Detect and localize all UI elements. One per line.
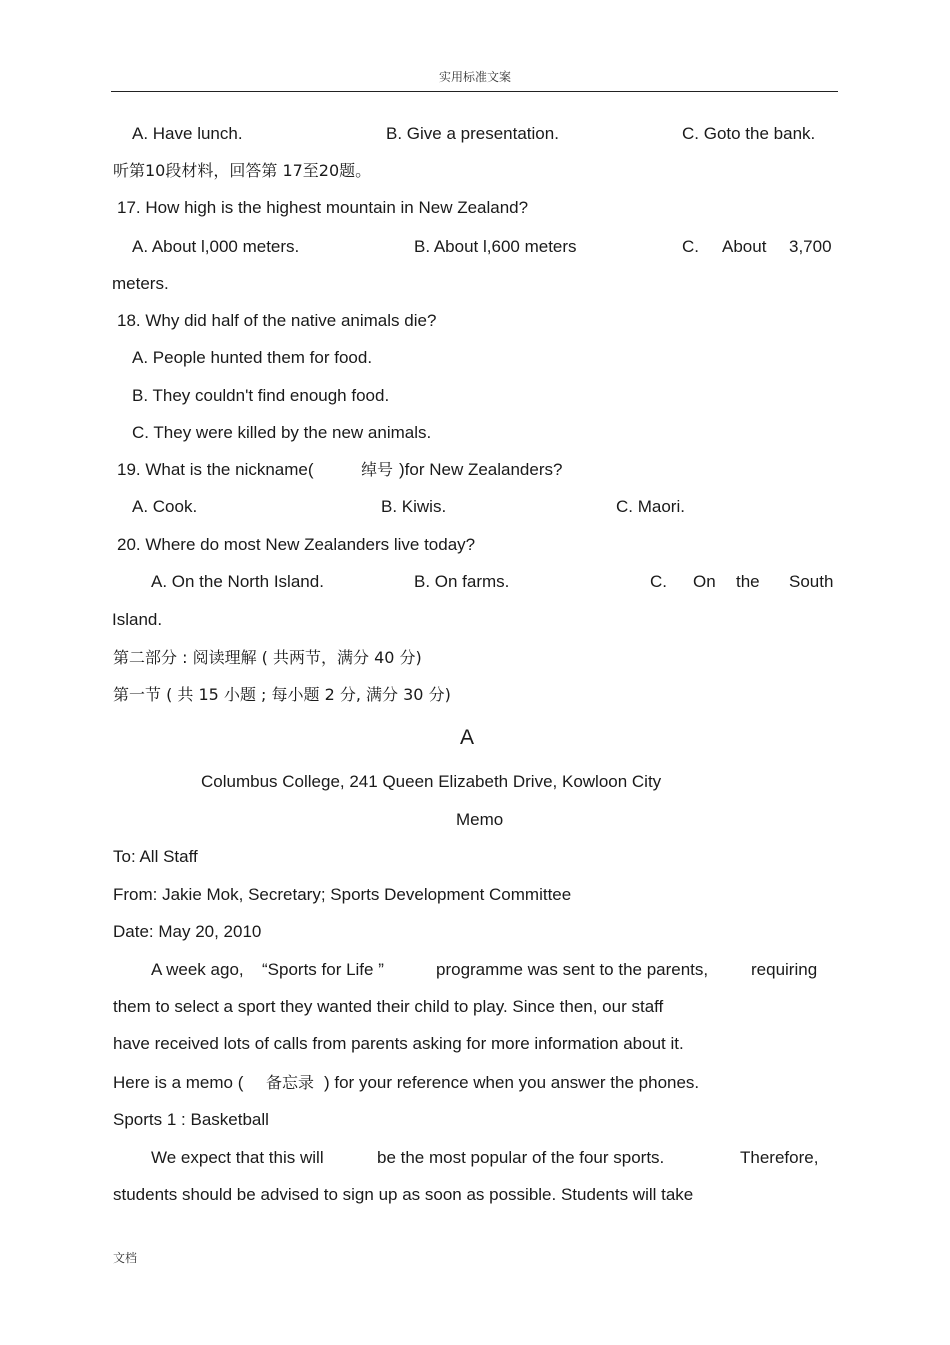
passage-letter: A <box>460 726 475 749</box>
p1-line1-c: programme was sent to the parents, <box>436 960 709 979</box>
q16-option-b: B. Give a presentation. <box>386 124 559 143</box>
q19-option-b: B. Kiwis. <box>381 497 447 516</box>
q18-option-a: A. People hunted them for food. <box>132 348 373 367</box>
q19-stem-cjk: 绰号 <box>361 460 394 479</box>
q17-option-c-word: About <box>722 237 767 256</box>
q19-stem-end: )for New Zealanders? <box>399 460 563 479</box>
q19-option-c: C. Maori. <box>616 497 685 516</box>
q19-option-a: A. Cook. <box>132 497 198 516</box>
p2-line1-c: Therefore, <box>740 1148 819 1167</box>
q17-stem: 17. How high is the highest mountain in New Zealand? <box>117 198 529 217</box>
q19-stem-start: 19. What is the nickname( <box>117 460 314 479</box>
q20-option-b: B. On farms. <box>414 572 510 591</box>
memo-date: Date: May 20, 2010 <box>113 922 262 941</box>
q20-option-c-letter: C. <box>650 572 667 591</box>
memo-from: From: Jakie Mok, Secretary; Sports Development Committee <box>113 885 572 904</box>
p1-line4-start: Here is a memo ( <box>113 1073 244 1092</box>
q20-stem: 20. Where do most New Zealanders live today? <box>117 535 476 554</box>
q17-option-b: B. About l,600 meters <box>414 237 577 256</box>
p2-line1-a: We expect that this will <box>151 1148 324 1167</box>
q20-option-c-word1: On <box>693 572 716 591</box>
q17-option-c-value: 3,700 <box>789 237 832 256</box>
page-footer: 文档 <box>113 1251 138 1265</box>
memo-title: Memo <box>456 810 504 829</box>
p1-line2: them to select a sport they wanted their child to play. Since then, our staff <box>113 997 664 1016</box>
p1-line1-d: requiring <box>751 960 818 979</box>
q20-option-c-word3: South <box>789 572 834 591</box>
q17-option-c-wrap: meters. <box>112 274 169 293</box>
section10-intro: 听第10段材料，回答第 17至20题。 <box>113 161 372 180</box>
q18-stem: 18. Why did half of the native animals die? <box>117 311 437 330</box>
p2-line1-b: be the most popular of the four sports. <box>377 1148 665 1167</box>
p1-line1-b: “Sports for Life ” <box>262 960 384 979</box>
p1-line1-a: A week ago, <box>151 960 244 979</box>
passage-address: Columbus College, 241 Queen Elizabeth Drive, Kowloon City <box>201 772 662 791</box>
p2-line2: students should be advised to sign up as soon as possible. Students will take <box>113 1185 694 1204</box>
header-divider <box>111 91 838 92</box>
page-header: 实用标准文案 <box>438 70 511 84</box>
q20-option-c-wrap: Island. <box>112 610 163 629</box>
q20-option-a: A. On the North Island. <box>151 572 324 591</box>
memo-to: To: All Staff <box>113 847 198 866</box>
q18-option-c: C. They were killed by the new animals. <box>132 423 432 442</box>
sport1-heading: Sports 1 : Basketball <box>113 1110 269 1129</box>
p1-line4-cjk: 备忘录 <box>266 1073 315 1092</box>
q20-option-c-word2: the <box>736 572 760 591</box>
part2-title: 第二部分 : 阅读理解 ( 共两节，满分 40 分) <box>113 648 422 667</box>
p1-line4-end: ) for your reference when you answer the phones. <box>324 1073 700 1092</box>
part2-section1: 第一节 ( 共 15 小题 ; 每小题 2 分, 满分 30 分) <box>113 685 451 704</box>
q16-option-a: A. Have lunch. <box>132 124 243 143</box>
q17-option-a: A. About l,000 meters. <box>132 237 300 256</box>
q16-option-c: C. Goto the bank. <box>682 124 816 143</box>
q17-option-c-letter: C. <box>682 237 699 256</box>
p1-line3: have received lots of calls from parents asking for more information about it. <box>113 1034 684 1053</box>
q18-option-b: B. They couldn't find enough food. <box>132 386 390 405</box>
